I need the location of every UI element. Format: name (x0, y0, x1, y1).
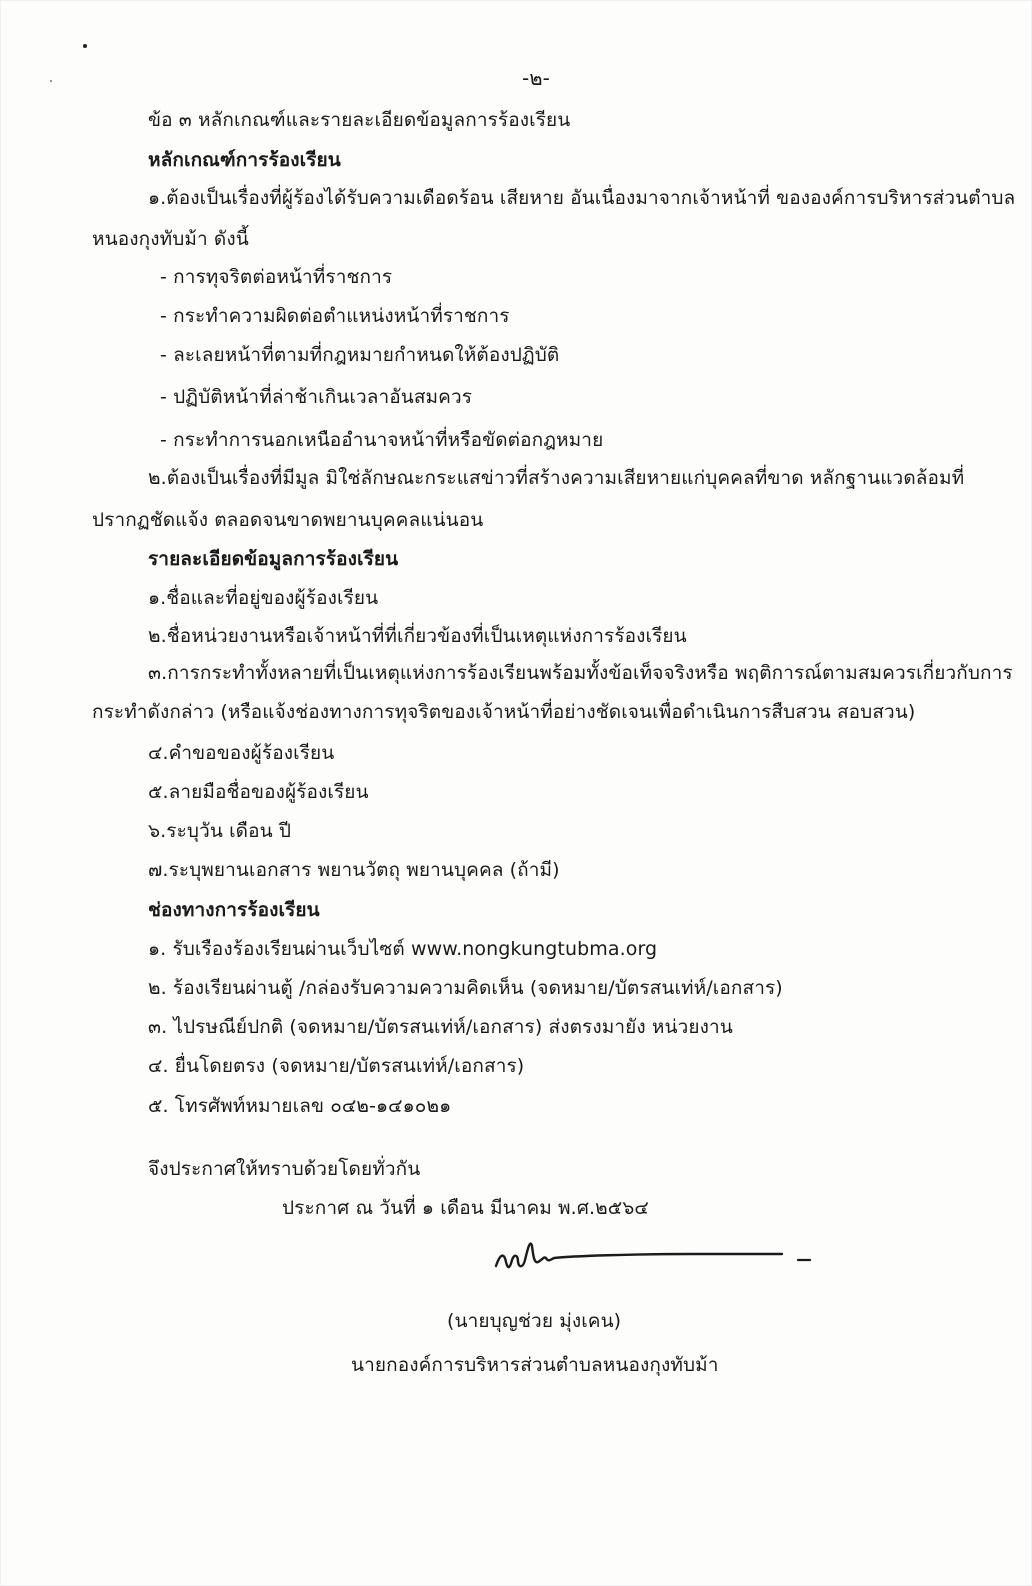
details-item-3-line-2: กระทำดังกล่าว (หรือแจ้งช่องทางการทุจริตของเจ้าหน้าที่อย่างชัดเจนเพื่อดำเนินการสืบสวน สอบสวน) (92, 701, 916, 723)
page-number: -๒- (522, 66, 550, 90)
handwritten-signature (492, 1232, 822, 1282)
signer-name: (นายบุญช่วย มุ่งเคน) (447, 1310, 622, 1332)
criteria-heading: หลักเกณฑ์การร้องเรียน (148, 149, 341, 171)
announcement-date: ประกาศ ณ วันที่ ๑ เดือน มีนาคม พ.ศ.๒๕๖๔ (282, 1197, 649, 1219)
details-item-6: ๖.ระบุวัน เดือน ปี (148, 820, 291, 842)
scan-speck (50, 80, 52, 82)
criteria-sub-item: - การทุจริตต่อหน้าที่ราชการ (160, 266, 393, 288)
details-item-7: ๗.ระบุพยานเอกสาร พยานวัตถุ พยานบุคคล (ถ้ามี) (148, 859, 560, 881)
channel-item: ๑. รับเรืองร้องเรียนผ่านเว็บไซต์ www.nongkungtubma.org (148, 938, 658, 960)
channel-item: ๕. โทรศัพท์หมายเลข ๐๔๒-๑๔๑๐๒๑ (148, 1095, 452, 1117)
announcement-line: จึงประกาศให้ทราบด้วยโดยทั่วกัน (148, 1158, 421, 1180)
criteria-sub-item: - กระทำความผิดต่อตำแหน่งหน้าที่ราชการ (160, 305, 510, 327)
criteria-item-2-line-1: ๒.ต้องเป็นเรื่องที่มีมูล มิใช่ลักษณะกระแสข่าวที่สร้างความเสียหายแก่บุคคลที่ขาด หลักฐานแวดล้อมที่ (148, 467, 965, 489)
criteria-sub-item: - กระทำการนอกเหนืออำนาจหน้าที่หรือขัดต่อกฎหมาย (160, 429, 604, 451)
signer-title: นายกองค์การบริหารส่วนตำบลหนองกุงทับม้า (351, 1354, 719, 1376)
details-heading: รายละเอียดข้อมูลการร้องเรียน (148, 548, 399, 570)
channel-item: ๔. ยื่นโดยตรง (จดหมาย/บัตรสนเท่ห์/เอกสาร) (148, 1055, 525, 1077)
criteria-item-2-line-2: ปรากฏชัดแจ้ง ตลอดจนขาดพยานบุคคลแน่นอน (92, 509, 484, 531)
criteria-sub-item: - ปฏิบัติหน้าที่ล่าช้าเกินเวลาอันสมควร (160, 386, 473, 408)
details-item-3-line-1: ๓.การกระทำทั้งหลายที่เป็นเหตุแห่งการร้องเรียนพร้อมทั้งข้อเท็จจริงหรือ พฤติการณ์ตามสมควรเกี่ยวกับการ (148, 662, 1013, 684)
details-item-5: ๕.ลายมือชื่อของผู้ร้องเรียน (148, 781, 369, 803)
criteria-sub-item: - ละเลยหน้าที่ตามที่กฎหมายกำหนดให้ต้องปฏิบัติ (160, 344, 560, 366)
channels-heading: ช่องทางการร้องเรียน (148, 899, 320, 921)
criteria-item-1-line-1: ๑.ต้องเป็นเรื่องที่ผู้ร้องได้รับความเดือดร้อน เสียหาย อันเนื่องมาจากเจ้าหน้าที่ ขององค์การบริหารส่วนตำบล (148, 187, 1016, 209)
details-item-4: ๔.คำขอของผู้ร้องเรียน (148, 742, 335, 764)
section-heading: ข้อ ๓ หลักเกณฑ์และรายละเอียดข้อมูลการร้องเรียน (148, 109, 571, 131)
scan-speck (83, 44, 87, 48)
details-item-1: ๑.ชื่อและที่อยู่ของผู้ร้องเรียน (148, 587, 379, 609)
details-item-2: ๒.ชื่อหน่วยงานหรือเจ้าหน้าที่ที่เกี่ยวข้องที่เป็นเหตุแห่งการร้องเรียน (148, 625, 687, 647)
channel-item: ๒. ร้องเรียนผ่านตู้ /กล่องรับความความคิดเห็น (จดหมาย/บัตรสนเท่ห์/เอกสาร) (148, 977, 783, 999)
criteria-item-1-line-2: หนองกุงทับม้า ดังนี้ (92, 228, 249, 250)
channel-item: ๓. ไปรษณีย์ปกติ (จดหมาย/บัตรสนเท่ห์/เอกสาร) ส่งตรงมายัง หน่วยงาน (148, 1016, 733, 1038)
